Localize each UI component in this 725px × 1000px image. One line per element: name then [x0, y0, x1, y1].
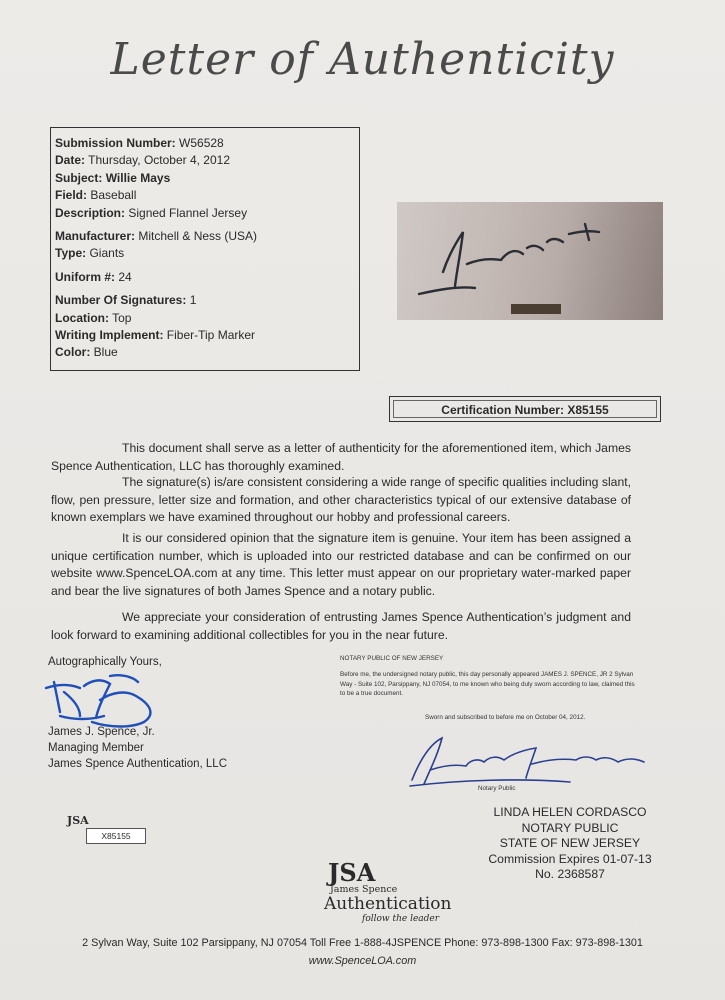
paragraph-3: It is our considered opinion that the signature item is genuine. Your item has been assigned a unique certification number, which is uploaded into our restricted database and can be confirmed on our website www.SpenceLOA.com at any time. This letter must appear on our proprietary water-marked paper and bear the live signatures of both James Spence and a notary public. [51, 531, 631, 598]
subject-row: Subject: Willie Mays [55, 170, 171, 185]
jersey-signature-image [397, 202, 663, 320]
paragraph-1: This document shall serve as a letter of authenticity for the aforementioned item, which James Spence Authentication, LLC has thoroughly examined. [51, 441, 631, 473]
notary-header: NOTARY PUBLIC OF NEW JERSEY [340, 655, 444, 662]
location-row: Location: Top [55, 310, 132, 325]
jsa-sticker: JSA X85155 [66, 814, 158, 856]
type-row: Type: Giants [55, 246, 125, 261]
jsa-logo: JSA James Spence Authentication follow the leader [324, 858, 452, 924]
signer-role: Managing Member [48, 742, 144, 754]
notary-sworn: Sworn and subscribed to before me on October 04, 2012. [425, 714, 586, 721]
footer-address: 2 Sylvan Way, Suite 102 Parsippany, NJ 07054 Toll Free 1-888-4JSPENCE Phone: 973-898-1300 Fax: 973-898-1301 [82, 937, 643, 949]
color-row: Color: Blue [55, 345, 118, 360]
signer-name: James J. Spence, Jr. [48, 726, 155, 738]
hologram-tag [511, 304, 561, 314]
notary-caption: Notary Public [478, 785, 516, 792]
certification-box [389, 396, 661, 422]
signature-photo [397, 202, 663, 320]
paragraph-4: We appreciate your consideration of entrusting James Spence Authentication’s judgment and look forward to examining additional collectibles for you in the near future. [51, 610, 631, 642]
signer-company: James Spence Authentication, LLC [48, 758, 228, 770]
submission-row: Submission Number: W56528 [55, 136, 224, 150]
item-info-box [50, 127, 360, 371]
date-row: Date: Thursday, October 4, 2012 [55, 153, 230, 168]
description-row: Description: Signed Flannel Jersey [55, 205, 248, 220]
uniform-row: Uniform #: 24 [55, 269, 132, 284]
jsa-sticker-number: X85155 [86, 828, 146, 844]
notary-statement: Before me, the undersigned notary public, this day personally appeared JAMES J. SPENCE, JR 2 Sylvan Way - Suite 102, Parsippany, NJ 07054, to me known who being duly sworn according to law, claimed this to be a true document. [340, 671, 635, 698]
notary-seal-text: LINDA HELEN CORDASCO NOTARY PUBLIC STATE OF NEW JERSEY Commission Expires 01-07-13 No. 2368587 [488, 805, 652, 881]
closing-text: Autographically Yours, [48, 656, 162, 668]
manufacturer-row: Manufacturer: Mitchell & Ness (USA) [55, 229, 258, 244]
implement-row: Writing Implement: Fiber-Tip Marker [55, 328, 256, 343]
certification-number: Certification Number: X85155 [393, 400, 657, 418]
footer-website: www.SpenceLOA.com [308, 955, 417, 967]
notary-signature [400, 730, 660, 792]
paragraph-2: The signature(s) is/are consistent considering a wide range of specific qualities including slant, flow, pen pressure, letter size and formation, and other characteristics typical of our extensive database of known exemplars we have examined throughout our hobby and professional careers. [51, 475, 631, 525]
field-row: Field: Baseball [55, 188, 137, 203]
signatures-row: Number Of Signatures: 1 [55, 293, 197, 308]
page-title: Letter of Authenticity [110, 34, 615, 85]
spence-signature [40, 670, 170, 732]
